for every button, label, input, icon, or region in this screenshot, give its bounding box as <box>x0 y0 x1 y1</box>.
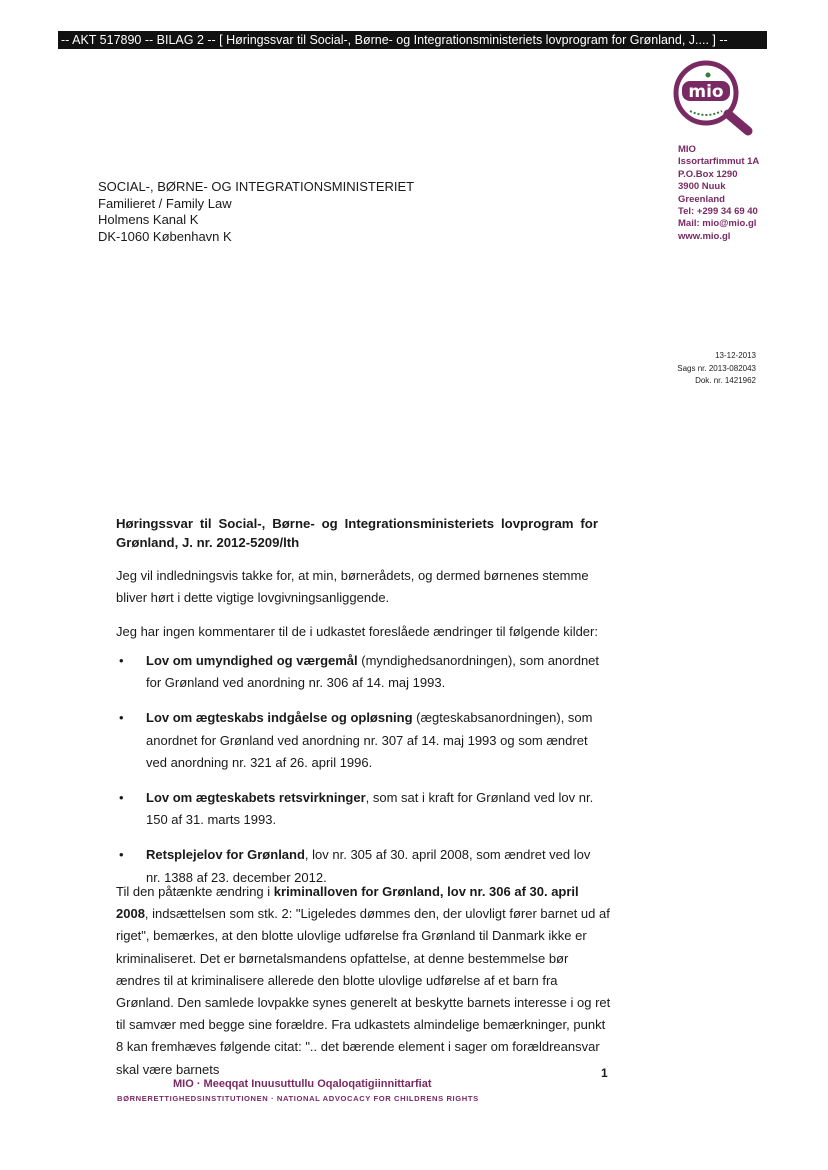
law-title: Lov om ægteskabets retsvirkninger <box>146 790 366 806</box>
law-detail: , som sat i kraft for Grønland ved lov nr. 150 af 31. marts 1993. <box>146 790 594 828</box>
footer-org-name: MIO · Meeqqat Inuusuttullu Oqaloqatigiinnittarfiat <box>173 1078 432 1090</box>
org-box: P.O.Box 1290 <box>678 168 738 180</box>
recipient-line: Holmens Kanal K <box>98 212 199 227</box>
recipient-line: DK-1060 København K <box>98 228 232 244</box>
law-detail: (ægteskabsanordningen), som anordnet for Grønland ved anordning nr. 307 af 14. maj 1993 og som ændret ved anordning nr. 321 af 26. april 1996. <box>146 710 593 770</box>
org-web: www.mio.gl <box>678 230 731 242</box>
org-name: MIO <box>678 144 696 155</box>
recipient-line: SOCIAL-, BØRNE- OG INTEGRATIONSMINISTERIET <box>98 179 415 194</box>
criminal-law-paragraph: Til den påtænkte ændring i kriminalloven for Grønland, lov nr. 306 af 30. april 2008, indsættelsen som stk. 2: "Ligeledes dømmes den, der ulovligt fører barnet ud af riget", bemærkes, at den blotte ulovlige udførelse fra Grønland til Danmark ikke er kriminaliseret. Det er børnetalsmandens opfattelse, at denne bestemmelse bør ændres til at kriminalisere allerede den blotte ulovlige udførelse af et barn fra Grønland. Den samlede lovpakke synes generelt at beskytte barnets interesse i og ret til samvær med begge sine forældre. Fra udkastets almindelige bemærkninger, punkt 8 kan fremhæves følgende citat: ".. det bærende element i sager om forældreansvar skal være barnets <box>116 884 611 1077</box>
bullet-icon: • <box>119 653 124 668</box>
law-detail: , lov nr. 305 af 30. april 2008, som ændret ved lov nr. 1388 af 23. december 2012. <box>146 847 591 885</box>
reference-block <box>677 350 756 388</box>
org-tel: Tel: +299 34 69 40 <box>678 206 758 218</box>
list-item <box>117 787 607 831</box>
letter-subject: Høringssvar til Social-, Børne- og Integrationsministeriets lovprogram for Grønland, J. nr. 2012-5209/lth <box>116 516 598 550</box>
bullet-icon: • <box>119 790 124 806</box>
mio-logo-icon <box>668 57 772 137</box>
recipient-line: Familieret / Family Law <box>98 195 232 211</box>
recipient-address <box>98 179 414 245</box>
bullet-icon: • <box>119 847 124 863</box>
organization-address <box>678 144 759 243</box>
org-country: Greenland <box>678 193 725 205</box>
law-list <box>117 650 607 902</box>
page-number: 1 <box>601 1066 608 1080</box>
law-title: Lov om umyndighed og værgemål <box>146 653 358 668</box>
law-title: Lov om ægteskabs indgåelse og opløsning <box>146 710 413 726</box>
case-number: Sags nr. 2013-082043 <box>677 363 756 373</box>
letter-date: 13-12-2013 <box>715 351 756 360</box>
list-item <box>117 707 607 774</box>
org-mail: Mail: mio@mio.gl <box>678 218 757 230</box>
svg-text:mio: mio <box>688 82 724 102</box>
no-comments-paragraph: Jeg har ingen kommentarer til de i udkastet foreslåede ændringer til følgende kilder: <box>116 624 598 639</box>
criminal-law-title: kriminalloven for Grønland, lov nr. 306 af 30. april 2008 <box>116 884 579 922</box>
org-city: 3900 Nuuk <box>678 181 726 193</box>
intro-paragraph: Jeg vil indledningsvis takke for, at min, børnerådets, og dermed børnenes stemme bliver hørt i dette vigtige lovgivningsanliggende. <box>116 568 589 605</box>
law-detail: (myndighedsanordningen), som anordnet for Grønland ved anordning nr. 306 af 14. maj 1993. <box>146 653 600 691</box>
law-title: Retsplejelov for Grønland <box>146 847 305 863</box>
list-item <box>117 650 607 694</box>
bullet-icon: • <box>119 710 124 726</box>
org-street: Issortarfimmut 1A <box>678 156 760 168</box>
document-header-bar: -- AKT 517890 -- BILAG 2 -- [ Høringssvar til Social-, Børne- og Integrationsministeriets lovprogram for Grønland, J.... ] -- <box>58 31 767 49</box>
document-number: Dok. nr. 1421962 <box>695 376 756 386</box>
footer-tagline: BØRNERETTIGHEDSINSTITUTIONEN · NATIONAL ADVOCACY FOR CHILDRENS RIGHTS <box>117 1094 479 1103</box>
